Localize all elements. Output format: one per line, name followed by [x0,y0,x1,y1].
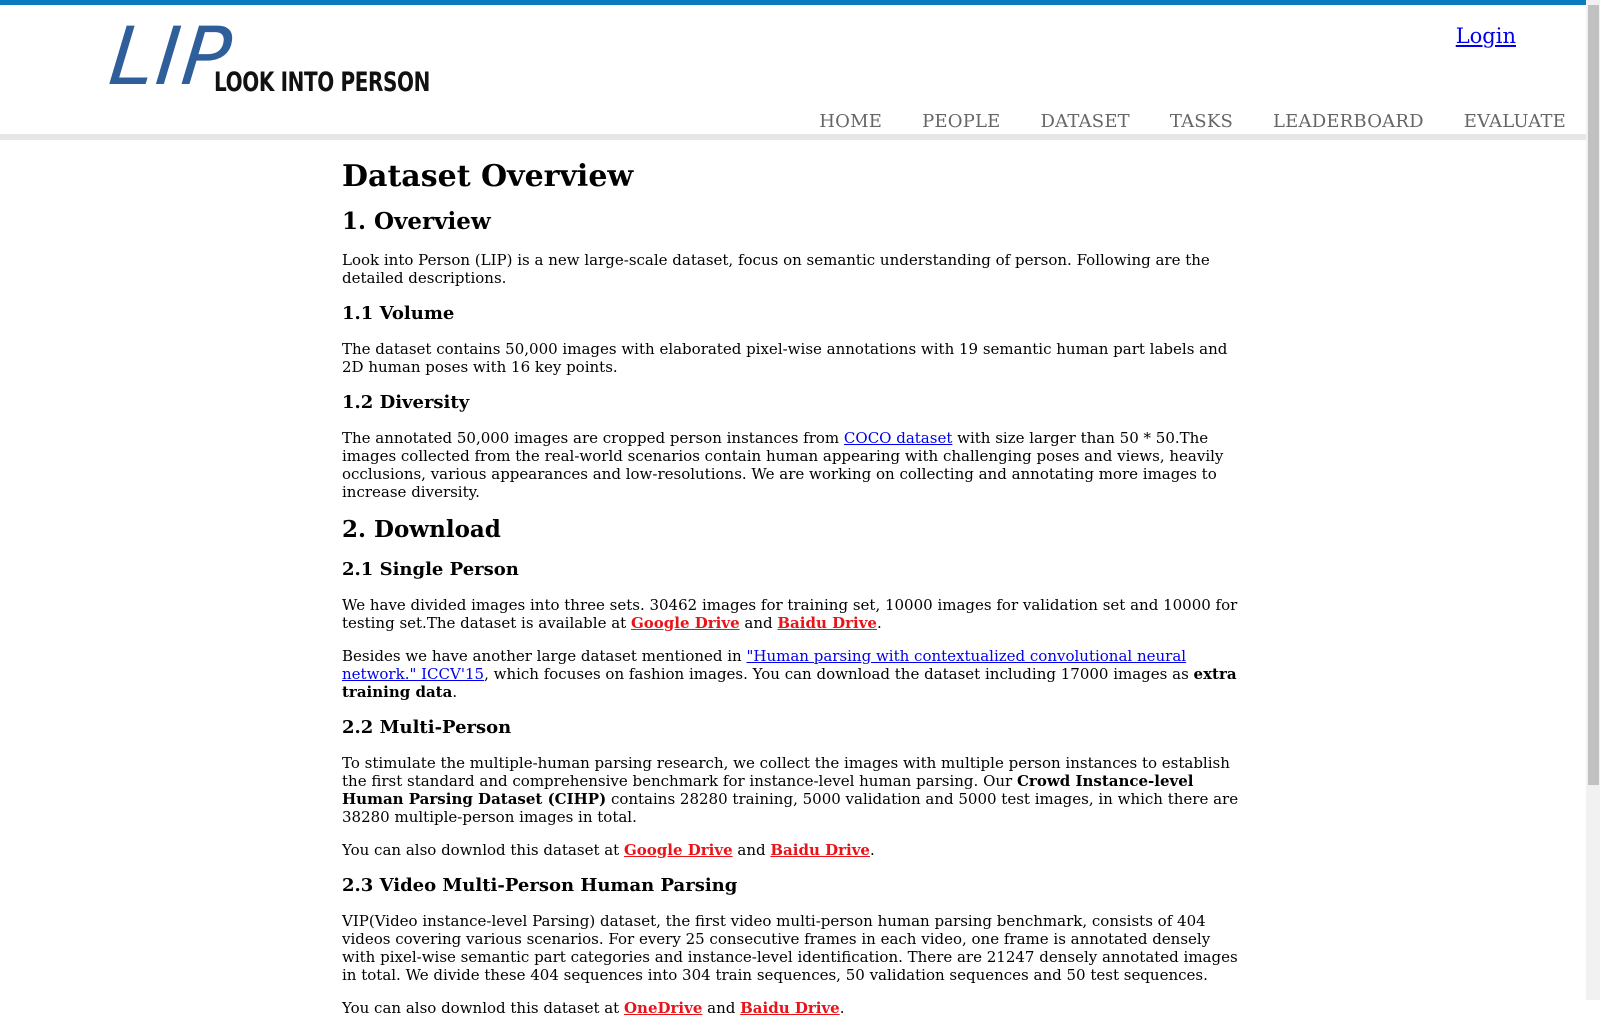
video-onedrive-link[interactable]: OneDrive [623,999,703,1017]
coco-dataset-link[interactable]: COCO dataset [843,429,953,447]
page-title: Dataset Overview [342,159,634,194]
nav-evaluate[interactable]: EVALUATE [1463,111,1566,132]
overview-text: Look into Person (LIP) is a new large-scale dataset, focus on semantic understanding of person. Following are the detailed descriptions. [342,251,1210,287]
single-person-google-drive-link[interactable]: Google Drive [630,614,740,632]
diversity-text-b: with size larger than 50 * 50.The images collected from the real-world scenarios contain human appearing with challenging poses and views, heavily occlusions, various appearances and low-resolutions. We are working on collecting and annotating more images to increase diversity. [342,429,1224,501]
nav-dataset[interactable]: DATASET [1040,111,1130,132]
multi-person-download-text-a: You can also downlod this dataset at [342,841,624,859]
vertical-scrollbar[interactable] [1586,0,1600,1000]
main-content [342,145,1242,1032]
multi-person-download-text [342,841,1242,859]
extra-data-text-a: Besides we have another large dataset mentioned in [342,647,747,665]
video-download-text [342,999,1242,1017]
login-link[interactable]: Login [1455,24,1516,48]
main-nav [779,111,1566,132]
multi-person-text-b: contains 28280 training, 5000 validation and 5000 test images, in which there are 38280 multiple-person images in total. [342,790,1239,826]
and-text: and [739,614,778,632]
site-header [0,5,1586,140]
single-person-text-a: We have divided images into three sets. 30462 images for training set, 10000 images for validation set and 10000 for testing set.The dataset is available at [342,596,1238,632]
multi-person-baidu-drive-link[interactable]: Baidu Drive [770,841,870,859]
multi-person-text [342,754,1242,826]
period-text: . [876,614,882,632]
and-text: and [732,841,771,859]
diversity-text-a: The annotated 50,000 images are cropped person instances from [342,429,844,447]
single-person-baidu-drive-link[interactable]: Baidu Drive [777,614,877,632]
iccv15-paper-link[interactable]: "Human parsing with contextualized convolutional neural network." ICCV'15 [342,647,1187,683]
period-text: . [869,841,875,859]
period-text: . [452,683,458,701]
section-video-parsing-title: 2.3 Video Multi-Person Human Parsing [342,875,738,896]
period-text: . [839,999,845,1017]
section-multi-person-title: 2.2 Multi-Person [342,717,512,738]
extra-training-data-label: extra training data [342,665,1237,701]
nav-leaderboard[interactable]: LEADERBOARD [1273,111,1424,132]
extra-data-text-b: , which focuses on fashion images. You can download the dataset including 17000 images as [484,665,1194,683]
section-overview-title: 1. Overview [342,208,491,235]
scrollbar-thumb[interactable] [1588,5,1599,785]
extra-data-text [342,647,1242,701]
video-parsing-text: VIP(Video instance-level Parsing) dataset, the first video multi-person human parsing benchmark, consists of 404 videos covering various scenarios. For every 25 consecutive frames in each video, one frame is annotated densely with pixel-wise semantic part categories and instance-level identification. There are 21247 densely annotated images in total. We divide these 404 sequences into 304 train sequences, 50 validation sequences and 50 test sequences. [342,912,1238,984]
section-single-person-title: 2.1 Single Person [342,559,519,580]
site-logo[interactable] [105,10,431,107]
video-download-text-a: You can also downlod this dataset at [342,999,624,1017]
single-person-text [342,596,1242,632]
and-text: and [702,999,741,1017]
nav-people[interactable]: PEOPLE [922,111,1001,132]
section-volume-title: 1.1 Volume [342,303,455,324]
video-baidu-drive-link[interactable]: Baidu Drive [740,999,840,1017]
nav-home[interactable]: HOME [819,111,883,132]
cihp-label: Crowd Instance-level Human Parsing Dataset (CIHP) [342,772,1194,808]
section-diversity-title: 1.2 Diversity [342,392,470,413]
multi-person-google-drive-link[interactable]: Google Drive [623,841,733,859]
multi-person-text-a: To stimulate the multiple-human parsing research, we collect the images with multiple person instances to establish the first standard and comprehensive benchmark for instance-level human parsing. Our [342,754,1230,790]
nav-tasks[interactable]: TASKS [1169,111,1234,132]
volume-text: The dataset contains 50,000 images with elaborated pixel-wise annotations with 19 semantic human part labels and 2D human poses with 16 key points. [342,340,1228,376]
logo-lip-text: LIP [105,10,238,103]
diversity-text [342,429,1242,501]
logo-subtitle: LOOK INTO PERSON [214,67,431,98]
section-download-title: 2. Download [342,516,501,543]
